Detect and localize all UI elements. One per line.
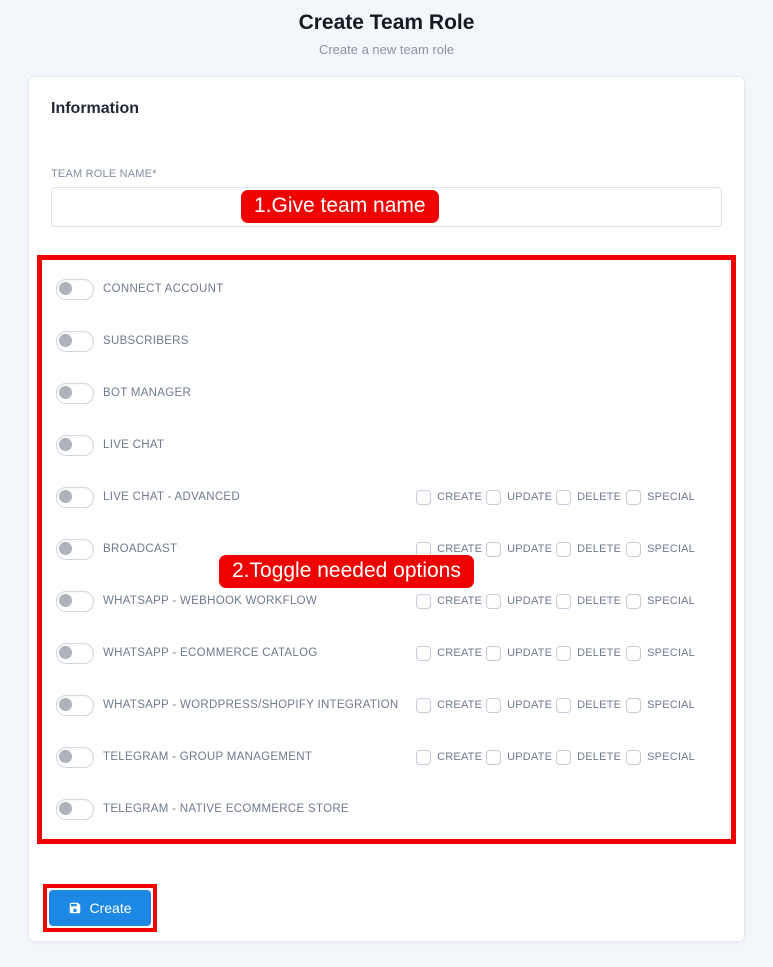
- page-title: Create Team Role: [298, 11, 475, 34]
- create-team-role-card: [28, 76, 745, 942]
- checkbox-update[interactable]: UPDATE: [486, 594, 556, 609]
- permission-row-live-chat: [42, 419, 731, 471]
- checkbox-delete[interactable]: DELETE: [556, 750, 626, 765]
- annotation-step2: 2.Toggle needed options: [219, 555, 474, 588]
- checkbox-icon: [626, 750, 641, 765]
- checkbox-icon: [486, 750, 501, 765]
- checkbox-delete[interactable]: DELETE: [556, 698, 626, 713]
- checkbox-icon: [416, 646, 431, 661]
- permission-row-live-chat-advanced: [42, 471, 731, 523]
- checkbox-delete[interactable]: DELETE: [556, 490, 626, 505]
- checkbox-special[interactable]: SPECIAL: [626, 698, 695, 713]
- page-subtitle: Create a new team role: [318, 42, 455, 57]
- annotation-step1: 1.Give team name: [241, 190, 439, 223]
- checkbox-icon: [416, 698, 431, 713]
- toggle-knob: [59, 386, 72, 399]
- checkbox-icon: [626, 698, 641, 713]
- permission-label: WHATSAPP - WEBHOOK WORKFLOW: [103, 595, 318, 607]
- checkbox-special[interactable]: SPECIAL: [626, 594, 695, 609]
- checkbox-icon: [486, 594, 501, 609]
- checkbox-update[interactable]: UPDATE: [486, 646, 556, 661]
- permission-label: TELEGRAM - NATIVE ECOMMERCE STORE: [103, 803, 349, 815]
- toggle-knob: [59, 438, 72, 451]
- toggle-switch[interactable]: [56, 435, 94, 456]
- permission-label: SUBSCRIBERS: [103, 335, 189, 347]
- permission-label: BROADCAST: [103, 543, 178, 555]
- checkbox-icon: [626, 646, 641, 661]
- toggle-switch[interactable]: [56, 643, 94, 664]
- checkbox-update[interactable]: UPDATE: [486, 542, 556, 557]
- crud-checkbox-group: [416, 490, 695, 505]
- toggle-switch[interactable]: [56, 695, 94, 716]
- permission-row-telegram-group-management: [42, 731, 731, 783]
- crud-checkbox-group: [416, 750, 695, 765]
- toggle-switch[interactable]: [56, 539, 94, 560]
- checkbox-special[interactable]: SPECIAL: [626, 490, 695, 505]
- section-title: Information: [51, 100, 139, 117]
- create-button[interactable]: [49, 890, 151, 926]
- create-button-label: Create: [89, 900, 132, 916]
- checkbox-create[interactable]: CREATE: [416, 490, 486, 505]
- permission-label: LIVE CHAT: [103, 439, 165, 451]
- permission-row-bot-manager: [42, 367, 731, 419]
- team-role-name-input-wrap: [51, 187, 722, 227]
- permission-row-telegram-native-ecommerce-store: [42, 783, 731, 835]
- permission-row-whatsapp-wordpress-shopify-integration: [42, 679, 731, 731]
- toggle-switch[interactable]: [56, 487, 94, 508]
- checkbox-icon: [556, 594, 571, 609]
- checkbox-special[interactable]: SPECIAL: [626, 646, 695, 661]
- checkbox-icon: [486, 542, 501, 557]
- checkbox-icon: [556, 750, 571, 765]
- checkbox-icon: [556, 490, 571, 505]
- checkbox-icon: [416, 490, 431, 505]
- checkbox-icon: [626, 490, 641, 505]
- toggle-knob: [59, 282, 72, 295]
- toggle-knob: [59, 542, 72, 555]
- toggle-knob: [59, 334, 72, 347]
- team-role-name-label: TEAM ROLE NAME*: [51, 168, 157, 180]
- checkbox-delete[interactable]: DELETE: [556, 594, 626, 609]
- toggle-switch[interactable]: [56, 279, 94, 300]
- permissions-annotation-box: [37, 255, 736, 844]
- toggle-knob: [59, 594, 72, 607]
- checkbox-update[interactable]: UPDATE: [486, 490, 556, 505]
- crud-checkbox-group: [416, 646, 695, 661]
- crud-checkbox-group: [416, 698, 695, 713]
- checkbox-special[interactable]: SPECIAL: [626, 750, 695, 765]
- crud-checkbox-group: [416, 594, 695, 609]
- checkbox-create[interactable]: CREATE: [416, 542, 486, 557]
- checkbox-icon: [626, 594, 641, 609]
- permission-label: LIVE CHAT - ADVANCED: [103, 491, 241, 503]
- toggle-switch[interactable]: [56, 591, 94, 612]
- permission-label: BOT MANAGER: [103, 387, 192, 399]
- permission-label: WHATSAPP - ECOMMERCE CATALOG: [103, 647, 318, 659]
- checkbox-create[interactable]: CREATE: [416, 698, 486, 713]
- checkbox-icon: [556, 698, 571, 713]
- checkbox-update[interactable]: UPDATE: [486, 750, 556, 765]
- permission-row-connect-account: [42, 263, 731, 315]
- checkbox-special[interactable]: SPECIAL: [626, 542, 695, 557]
- checkbox-icon: [486, 490, 501, 505]
- permission-row-whatsapp-ecommerce-catalog: [42, 627, 731, 679]
- save-icon: [68, 901, 82, 915]
- permission-label: WHATSAPP - WORDPRESS/SHOPIFY INTEGRATION: [103, 699, 399, 711]
- create-button-annotation-box: [43, 884, 157, 932]
- checkbox-icon: [486, 698, 501, 713]
- permission-label: CONNECT ACCOUNT: [103, 283, 224, 295]
- checkbox-create[interactable]: CREATE: [416, 750, 486, 765]
- checkbox-icon: [416, 594, 431, 609]
- checkbox-delete[interactable]: DELETE: [556, 542, 626, 557]
- checkbox-delete[interactable]: DELETE: [556, 646, 626, 661]
- checkbox-update[interactable]: UPDATE: [486, 698, 556, 713]
- checkbox-icon: [416, 750, 431, 765]
- toggle-knob: [59, 802, 72, 815]
- checkbox-icon: [486, 646, 501, 661]
- toggle-knob: [59, 750, 72, 763]
- toggle-switch[interactable]: [56, 799, 94, 820]
- checkbox-create[interactable]: CREATE: [416, 646, 486, 661]
- toggle-knob: [59, 698, 72, 711]
- toggle-knob: [59, 490, 72, 503]
- permission-row-subscribers: [42, 315, 731, 367]
- checkbox-create[interactable]: CREATE: [416, 594, 486, 609]
- toggle-switch[interactable]: [56, 331, 94, 352]
- checkbox-icon: [626, 542, 641, 557]
- page-header: [0, 0, 773, 57]
- checkbox-icon: [556, 542, 571, 557]
- permission-label: TELEGRAM - GROUP MANAGEMENT: [103, 751, 313, 763]
- toggle-knob: [59, 646, 72, 659]
- checkbox-icon: [556, 646, 571, 661]
- toggle-switch[interactable]: [56, 383, 94, 404]
- toggle-switch[interactable]: [56, 747, 94, 768]
